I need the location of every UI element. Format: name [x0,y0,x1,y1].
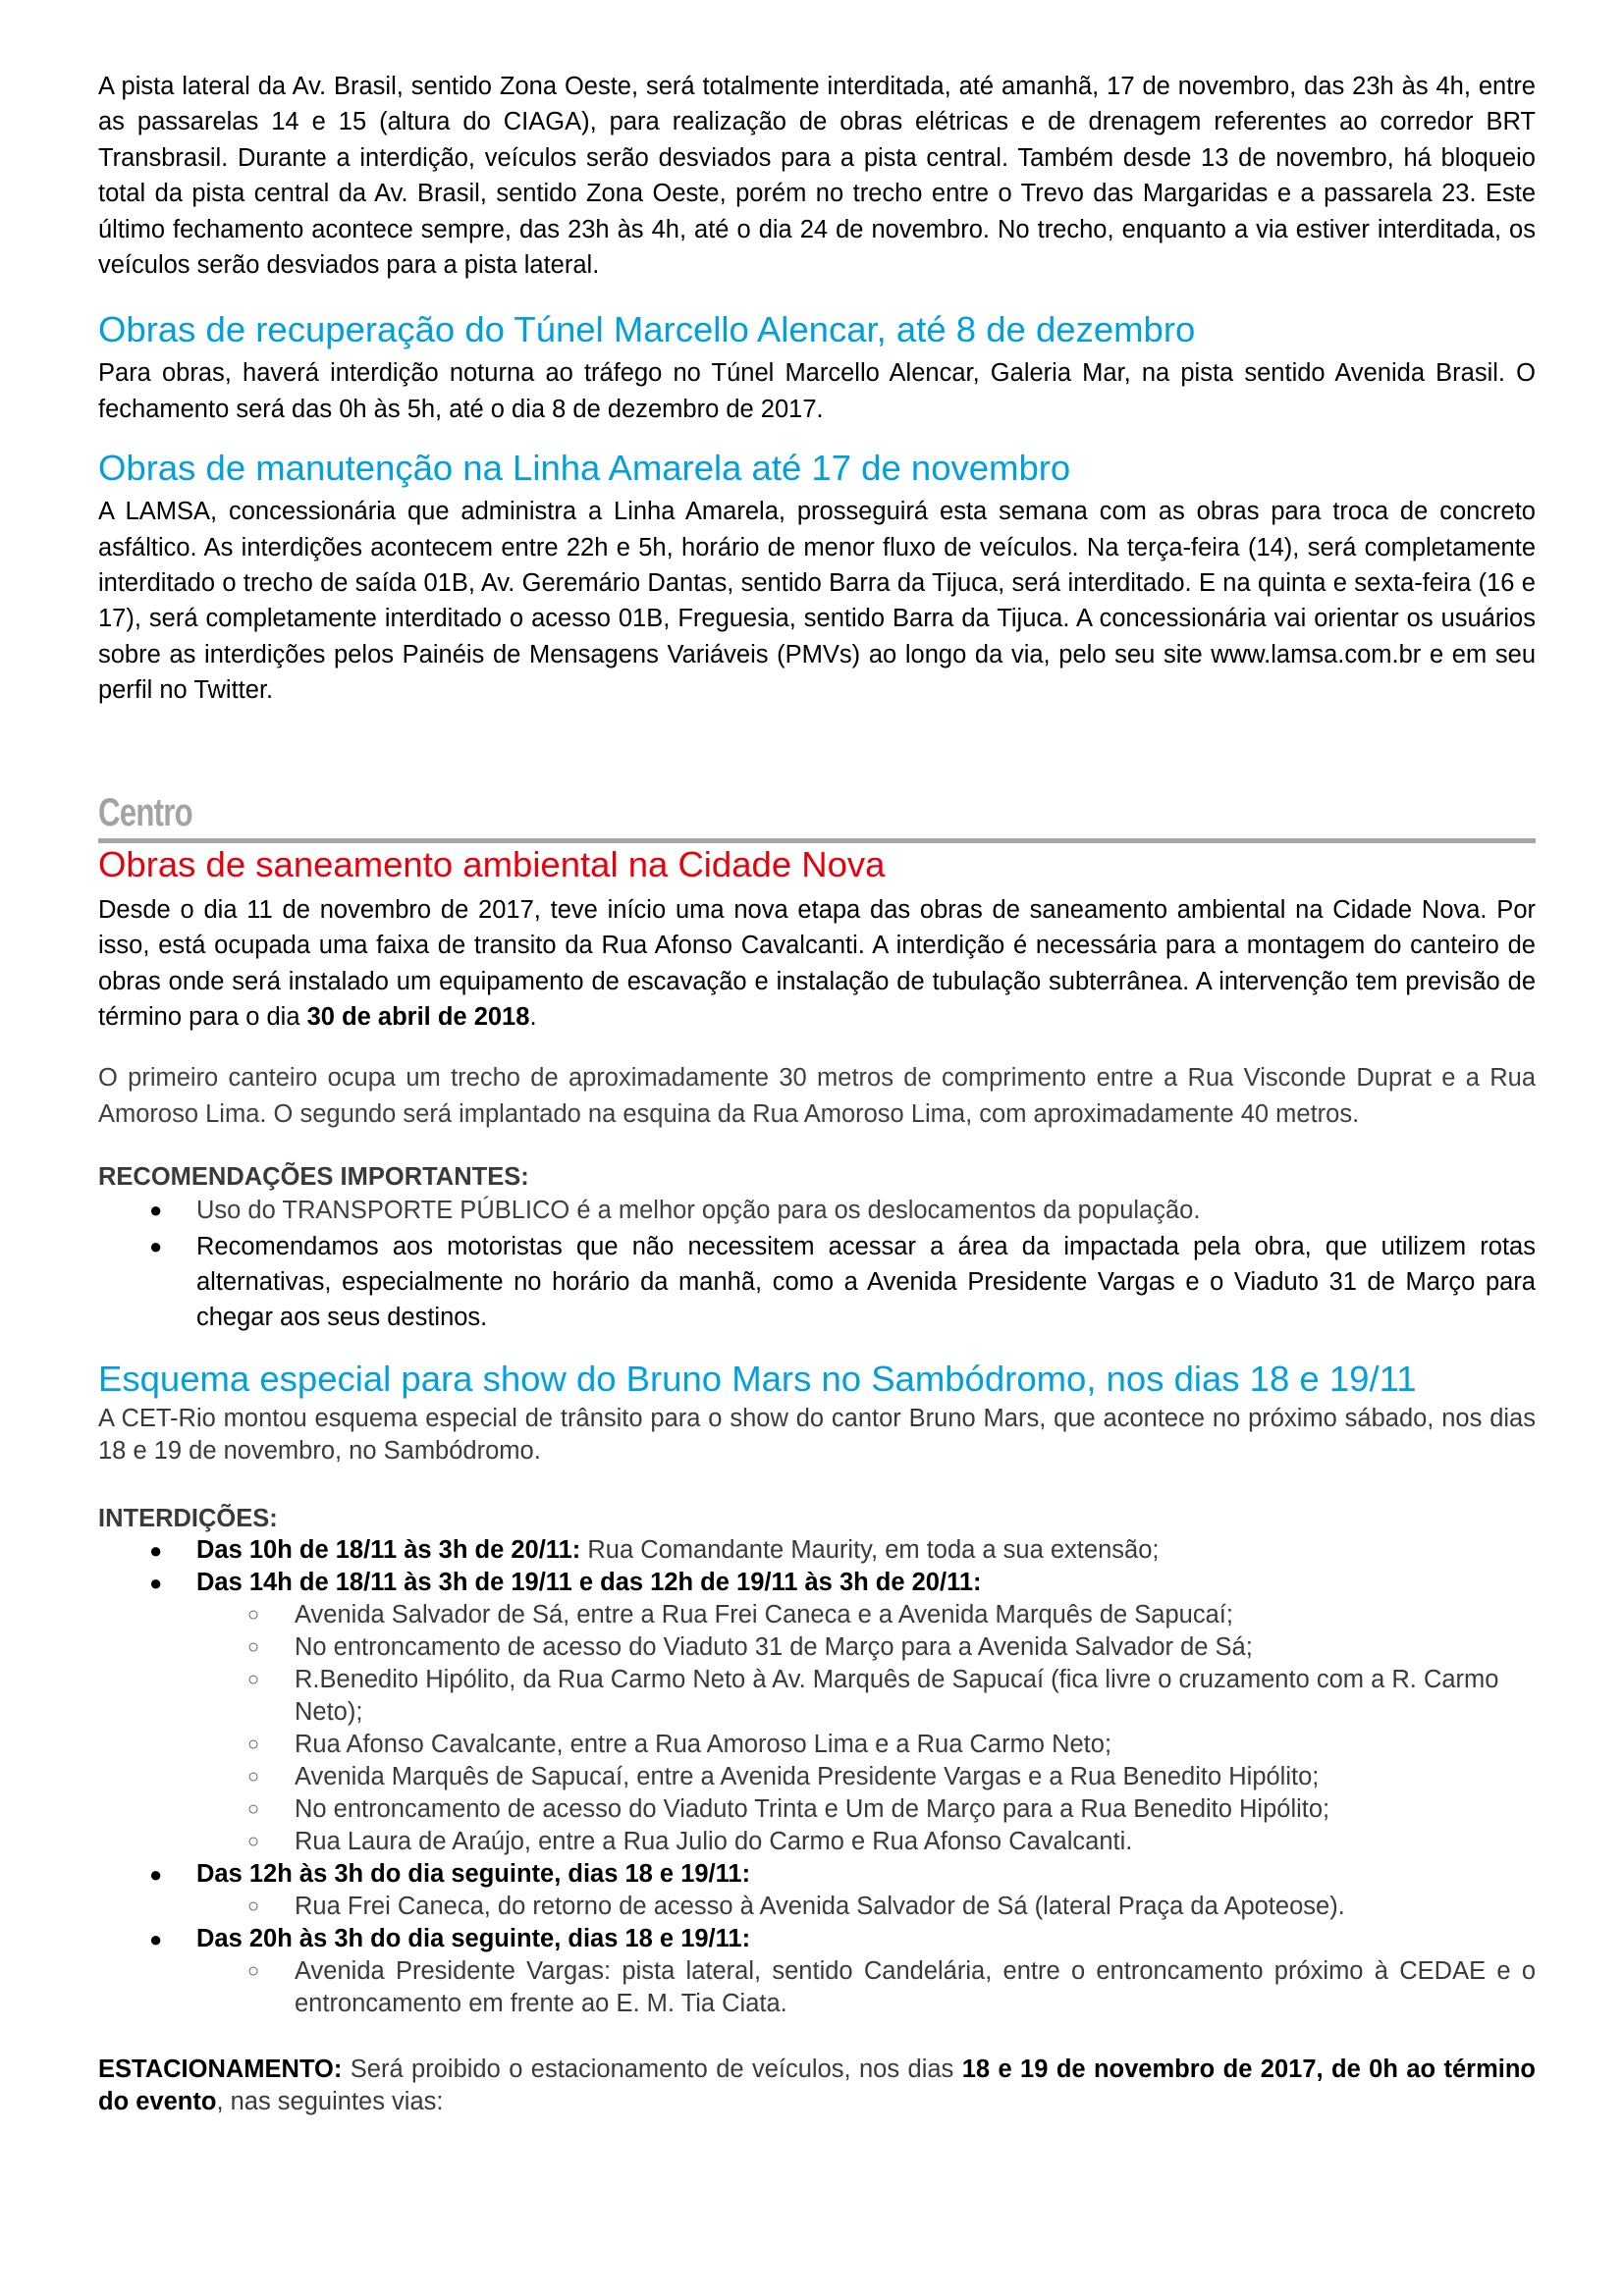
interdicoes-label: INTERDIÇÕES: [98,1504,278,1532]
recommendations-list [98,1193,1536,1336]
linha-amarela-heading: Obras de manutenção na Linha Amarela até 17 de novembro [98,448,1071,489]
interdicao-subitem [196,1891,1536,1923]
interdicao-time: Das 14h de 18/11 às 3h de 19/11 e das 12h de 19/11 às 3h de 20/11: [196,1568,982,1596]
interdicao-item [98,1923,1536,1955]
interdicao-subitem [196,1826,1536,1858]
interdicao-subitem-text: R.Benedito Hipólito, da Rua Carmo Neto à Av. Marquês de Sapucaí (fica livre o cruzamento com a R. Carmo Neto); [295,1665,1499,1726]
interdicao-time: Das 10h de 18/11 às 3h de 20/11: [196,1535,581,1564]
hollow-bullet-icon: ○ [247,1959,260,1982]
interdicao-subitem-text: Avenida Marquês de Sapucaí, entre a Avenida Presidente Vargas e a Rua Benedito Hipólito; [295,1762,1320,1790]
bullet-icon: ● [149,1537,163,1563]
interdicoes-list-cont [98,1858,1536,1891]
interdicao-subitem-text: Rua Afonso Cavalcante, entre a Rua Amoroso Lima e a Rua Carmo Neto; [295,1730,1112,1758]
centro-section-title: Centro [98,790,192,834]
bullet-icon: ● [149,1926,163,1951]
interdicao-subitem [196,1664,1536,1729]
bruno-mars-paragraph: A CET-Rio montou esquema especial de trânsito para o show do cantor Bruno Mars, que acontece no próximo sábado, nos dias 18 e 19 de novembro, no Sambódromo. [98,1404,1536,1465]
interdicao-subitem-text: No entroncamento de acesso do Viaduto Trinta e Um de Março para a Rua Benedito Hipólito; [295,1794,1330,1823]
interdicao-subitem [196,1793,1536,1826]
linha-amarela-paragraph: A LAMSA, concessionária que administra a Linha Amarela, prosseguirá esta semana com as obras para troca de concreto asfáltico. As interdições acontecem entre 22h e 5h, horário de menor fluxo de veículos. Na terça-feira (14), será completamente interditado o trecho de saída 01B, Av. Geremário Dantas, sentido Barra da Tijuca, será interditado. E na quinta e sexta-feira (16 e 17), será completamente interditado o acesso 01B, Freguesia, sentido Barra da Tijuca. A concessionária vai orientar os usuários sobre as interdições pelos Painéis de Mensagens Variáveis (PMVs) ao longo da via, pelo seu site www.lamsa.com.br e em seu perfil no Twitter. [98,498,1536,705]
estacionamento-label: ESTACIONAMENTO: [98,2055,343,2083]
bullet-icon: ● [149,1861,163,1887]
estacionamento-text-end: , nas seguintes vias: [216,2087,444,2115]
interdicao-text: Rua Comandante Maurity, em toda a sua extensão; [580,1535,1160,1564]
bullet-icon: ● [149,1570,163,1595]
interdicao-subitem-text: Avenida Salvador de Sá, entre a Rua Frei Caneca e a Avenida Marquês de Sapucaí; [295,1600,1233,1629]
tunel-paragraph: Para obras, haverá interdição noturna ao tráfego no Túnel Marcello Alencar, Galeria Mar, na pista sentido Avenida Brasil. O fechamento será das 0h às 5h, até o dia 8 de dezembro de 2017. [98,359,1536,423]
hollow-bullet-icon: ○ [247,1733,260,1755]
canteiro-paragraph: O primeiro canteiro ocupa um trecho de aproximadamente 30 metros de comprimento entre a Rua Visconde Duprat e a Rua Amoroso Lima. O segundo será implantado na esquina da Rua Amoroso Lima, com aproximadamente 40 metros. [98,1064,1536,1128]
hollow-bullet-icon: ○ [247,1603,260,1626]
saneamento-paragraph [98,892,1536,1036]
interdicao-sublist [196,1955,1536,2020]
estacionamento-text: Será proibido o estacionamento de veículos, nos dias [342,2055,962,2083]
interdicao-subitem [196,1955,1536,2020]
interdicao-subitem-text: Rua Frei Caneca, do retorno de acesso à Avenida Salvador de Sá (lateral Praça da Apoteose). [295,1892,1345,1920]
bullet-icon: ● [149,1198,163,1223]
interdicao-subitem-text: No entroncamento de acesso do Viaduto 31 de Março para a Avenida Salvador de Sá; [295,1632,1253,1661]
interdicao-item [98,1534,1536,1567]
interdicoes-list-cont [98,1923,1536,1955]
interdicao-subitem [196,1761,1536,1793]
saneamento-text: Desde o dia 11 de novembro de 2017, teve início uma nova etapa das obras de saneamento ambiental na Cidade Nova. Por isso, está ocupada uma faixa de transito da Rua Afonso Cavalcanti. A interdição é necessária para a montagem do canteiro de obras onde será instalado um equipamento de escavação e instalação de tubulação subterrânea. A intervenção tem previsão de término para o dia [98,895,1536,1031]
hollow-bullet-icon: ○ [247,1635,260,1658]
saneamento-end-date: 30 de abril de 2018 [306,1002,530,1031]
tunel-heading: Obras de recuperação do Túnel Marcello Alencar, até 8 de dezembro [98,309,1196,350]
interdicao-item [98,1567,1536,1599]
hollow-bullet-icon: ○ [247,1895,260,1917]
interdicao-time: Das 12h às 3h do dia seguinte, dias 18 e 19/11: [196,1859,751,1888]
recommendation-item [98,1229,1536,1336]
saneamento-period: . [529,1002,537,1031]
estacionamento-paragraph [98,2054,1536,2118]
interdicao-sublist [196,1599,1536,1858]
intro-paragraph: A pista lateral da Av. Brasil, sentido Zona Oeste, será totalmente interditada, até amanhã, 17 de novembro, das 23h às 4h, entre as passarelas 14 e 15 (altura do CIAGA), para realização de obras elétricas e de drenagem referentes ao corredor BRT Transbrasil. Durante a interdição, veículos serão desviados para a pista central. Também desde 13 de novembro, há bloqueio total da pista central da Av. Brasil, sentido Zona Oeste, porém no trecho entre o Trevo das Margaridas e a passarela 23. Este último fechamento acontece sempre, das 23h às 4h, até o dia 24 de novembro. No trecho, enquanto a via estiver interditada, os veículos serão desviados para a pista lateral. [98,73,1536,280]
saneamento-heading: Obras de saneamento ambiental na Cidade Nova [98,843,886,884]
hollow-bullet-icon: ○ [247,1830,260,1852]
recommendations-label: RECOMENDAÇÕES IMPORTANTES: [98,1163,529,1192]
centro-section-header [98,790,1536,843]
interdicao-time: Das 20h às 3h do dia seguinte, dias 18 e 19/11: [196,1924,751,1952]
recommendation-item [98,1193,1536,1228]
recommendation-text: Recomendamos aos motoristas que não necessitem acessar a área da impactada pela obra, que utilizem rotas alternativas, especialmente no horário da manhã, como a Avenida Presidente Vargas e o Viaduto 31 de Março para chegar aos seus destinos. [196,1232,1536,1332]
interdicao-subitem [196,1599,1536,1631]
hollow-bullet-icon: ○ [247,1797,260,1820]
recommendation-text: Uso do TRANSPORTE PÚBLICO é a melhor opção para os deslocamentos da população. [196,1197,1201,1225]
interdicao-subitem [196,1729,1536,1761]
interdicao-item [98,1858,1536,1891]
hollow-bullet-icon: ○ [247,1765,260,1788]
interdicao-subitem [196,1631,1536,1664]
hollow-bullet-icon: ○ [247,1668,260,1690]
bruno-mars-heading: Esquema especial para show do Bruno Mars no Sambódromo, nos dias 18 e 19/11 [98,1358,1417,1399]
interdicao-subitem-text: Avenida Presidente Vargas: pista lateral, sentido Candelária, entre o entroncamento próximo à CEDAE e o entroncamento em frente ao E. M. Tia Ciata. [295,1956,1536,2017]
bullet-icon: ● [149,1233,163,1258]
interdicao-sublist [196,1891,1536,1923]
interdicoes-list [98,1534,1536,1599]
document-page [98,63,1536,2118]
estacionamento-dates: 18 e 19 de novembro de 2017, de 0h ao término do evento [98,2055,1536,2115]
interdicao-subitem-text: Rua Laura de Araújo, entre a Rua Julio do Carmo e Rua Afonso Cavalcanti. [295,1827,1133,1855]
